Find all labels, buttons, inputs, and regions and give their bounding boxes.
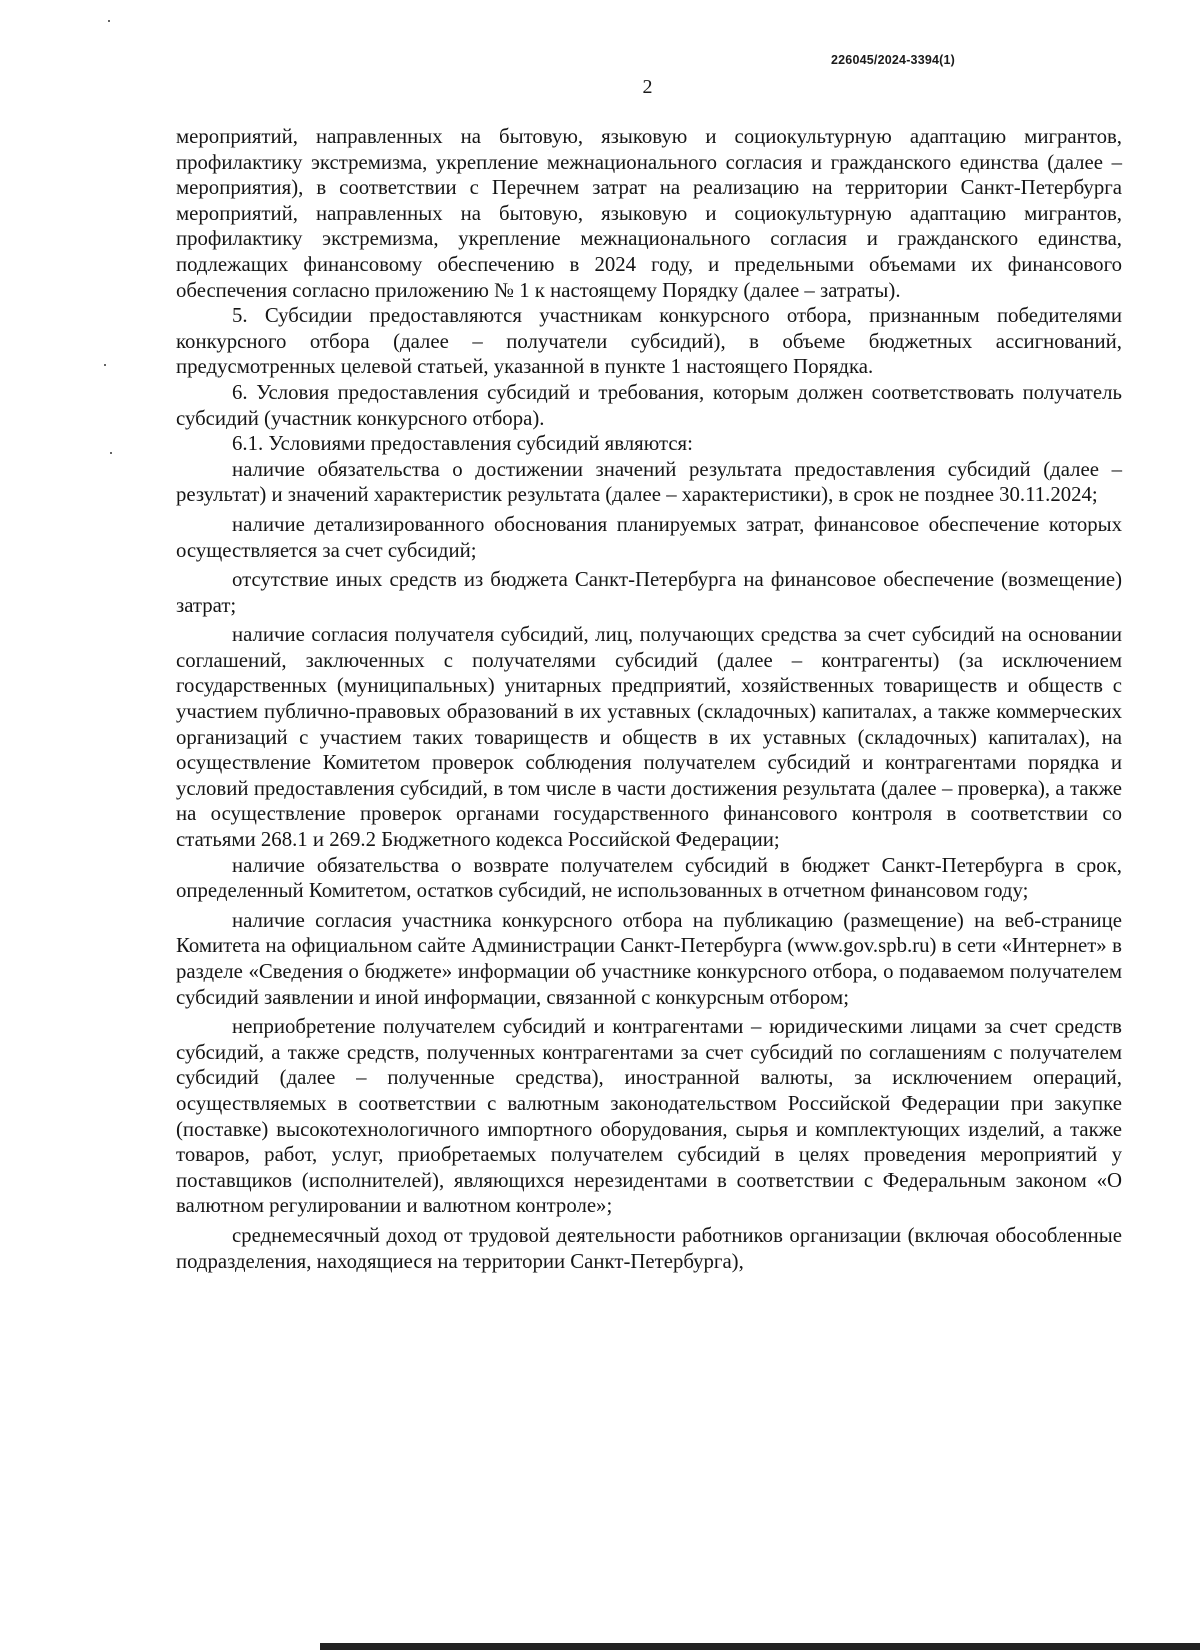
paragraph-item-6: 6. Условия предоставления субсидий и требования, которым должен соответствовать получатель субсидий (участник конкурсного отбора). [176, 380, 1122, 430]
paragraph-item-6-1: 6.1. Условиями предоставления субсидий являются: [232, 432, 693, 456]
paragraph-item-5: 5. Субсидии предоставляются участникам конкурсного отбора, признанным победителями конкурсного отбора (далее – получатели субсидий), в объеме бюджетных ассигнований, предусмотренных целевой статьей, указанной в пункте 1 настоящего Порядка. [176, 304, 1122, 379]
document-body [176, 124, 1122, 1274]
scan-speck [110, 452, 112, 454]
paragraph-condition: наличие согласия участника конкурсного отбора на публикацию (размещение) на веб-странице Комитета на официальном сайте Администрации Санкт-Петербурга (www.gov.spb.ru) в сети «Интернет» в разделе «Сведения о бюджете» информации об участнике конкурсного отбора, о подаваемом получателем субсидий заявлении и иной информации, связанной с конкурсным отбором; [176, 908, 1122, 1009]
paragraph-condition: наличие обязательства о достижении значений результата предоставления субсидий (далее – результат) и значений характеристик результата (далее – характеристики), в срок не позднее 30.11.2024; [176, 457, 1122, 507]
scan-speck [108, 20, 110, 22]
page-number: 2 [642, 76, 653, 98]
paragraph-condition: наличие обязательства о возврате получателем субсидий в бюджет Санкт-Петербурга в срок, определенный Комитетом, остатков субсидий, не использованных в отчетном финансовом году; [176, 853, 1122, 903]
paragraph-condition: отсутствие иных средств из бюджета Санкт-Петербурга на финансовое обеспечение (возмещение) затрат; [176, 568, 1122, 617]
document-registration-number: 226045/2024-3394(1) [831, 53, 956, 67]
paragraph-condition: среднемесячный доход от трудовой деятельности работников организации (включая обособленные подразделения, находящиеся на территории Санкт-Петербурга), [176, 1223, 1122, 1273]
scan-edge-border [320, 1643, 1200, 1650]
scan-speck [104, 364, 106, 366]
paragraph-condition: наличие согласия получателя субсидий, лиц, получающих средства за счет субсидий на основании соглашений, заключенных с получателями субсидий (далее – контрагенты) (за исключением государственных (муниципальных) унитарных предприятий, хозяйственных товариществ и обществ с участием публично-правовых образований в их уставных (складочных) капиталах, а также коммерческих организаций с участием таких товариществ и обществ в их уставных (складочных) капиталах), на осуществление Комитетом проверок соблюдения получателем субсидий и контрагентами порядка и условий предоставления субсидий, в том числе в части достижения результата (далее – проверка), а также на осуществление проверок органами государственного финансового контроля в соответствии со статьями 268.1 и 269.2 Бюджетного кодекса Российской Федерации; [176, 623, 1122, 852]
paragraph-continuation: мероприятий, направленных на бытовую, языковую и социокультурную адаптацию мигрантов, профилактику экстремизма, укрепление межнационального согласия и гражданского единства (далее – мероприятия), в соответствии с Перечнем затрат на реализацию на территории Санкт-Петербурга мероприятий, направленных на бытовую, языковую и социокультурную адаптацию мигрантов, профилактику экстремизма, укрепление межнационального согласия и гражданского единства, подлежащих финансовому обеспечению в 2024 году, и предельными объемами их финансового обеспечения согласно приложению № 1 к настоящему Порядку (далее – затраты). [176, 125, 1122, 302]
paragraph-condition: неприобретение получателем субсидий и контрагентами – юридическими лицами за счет средств субсидий, а также средств, полученных контрагентами за счет субсидий по соглашениям с получателем субсидий (далее – полученные средства), иностранной валюты, за исключением операций, осуществляемых в соответствии с валютным законодательством Российской Федерации при закупке (поставке) высокотехнологичного импортного оборудования, сырья и комплектующих изделий, а также товаров, работ, услуг, приобретаемых получателем субсидий в целях проведения мероприятий у поставщиков (исполнителей), являющихся нерезидентами в соответствии с Федеральным законом «О валютном регулировании и валютном контроле»; [176, 1015, 1122, 1218]
paragraph-condition: наличие детализированного обоснования планируемых затрат, финансовое обеспечение которых осуществляется за счет субсидий; [176, 512, 1122, 562]
